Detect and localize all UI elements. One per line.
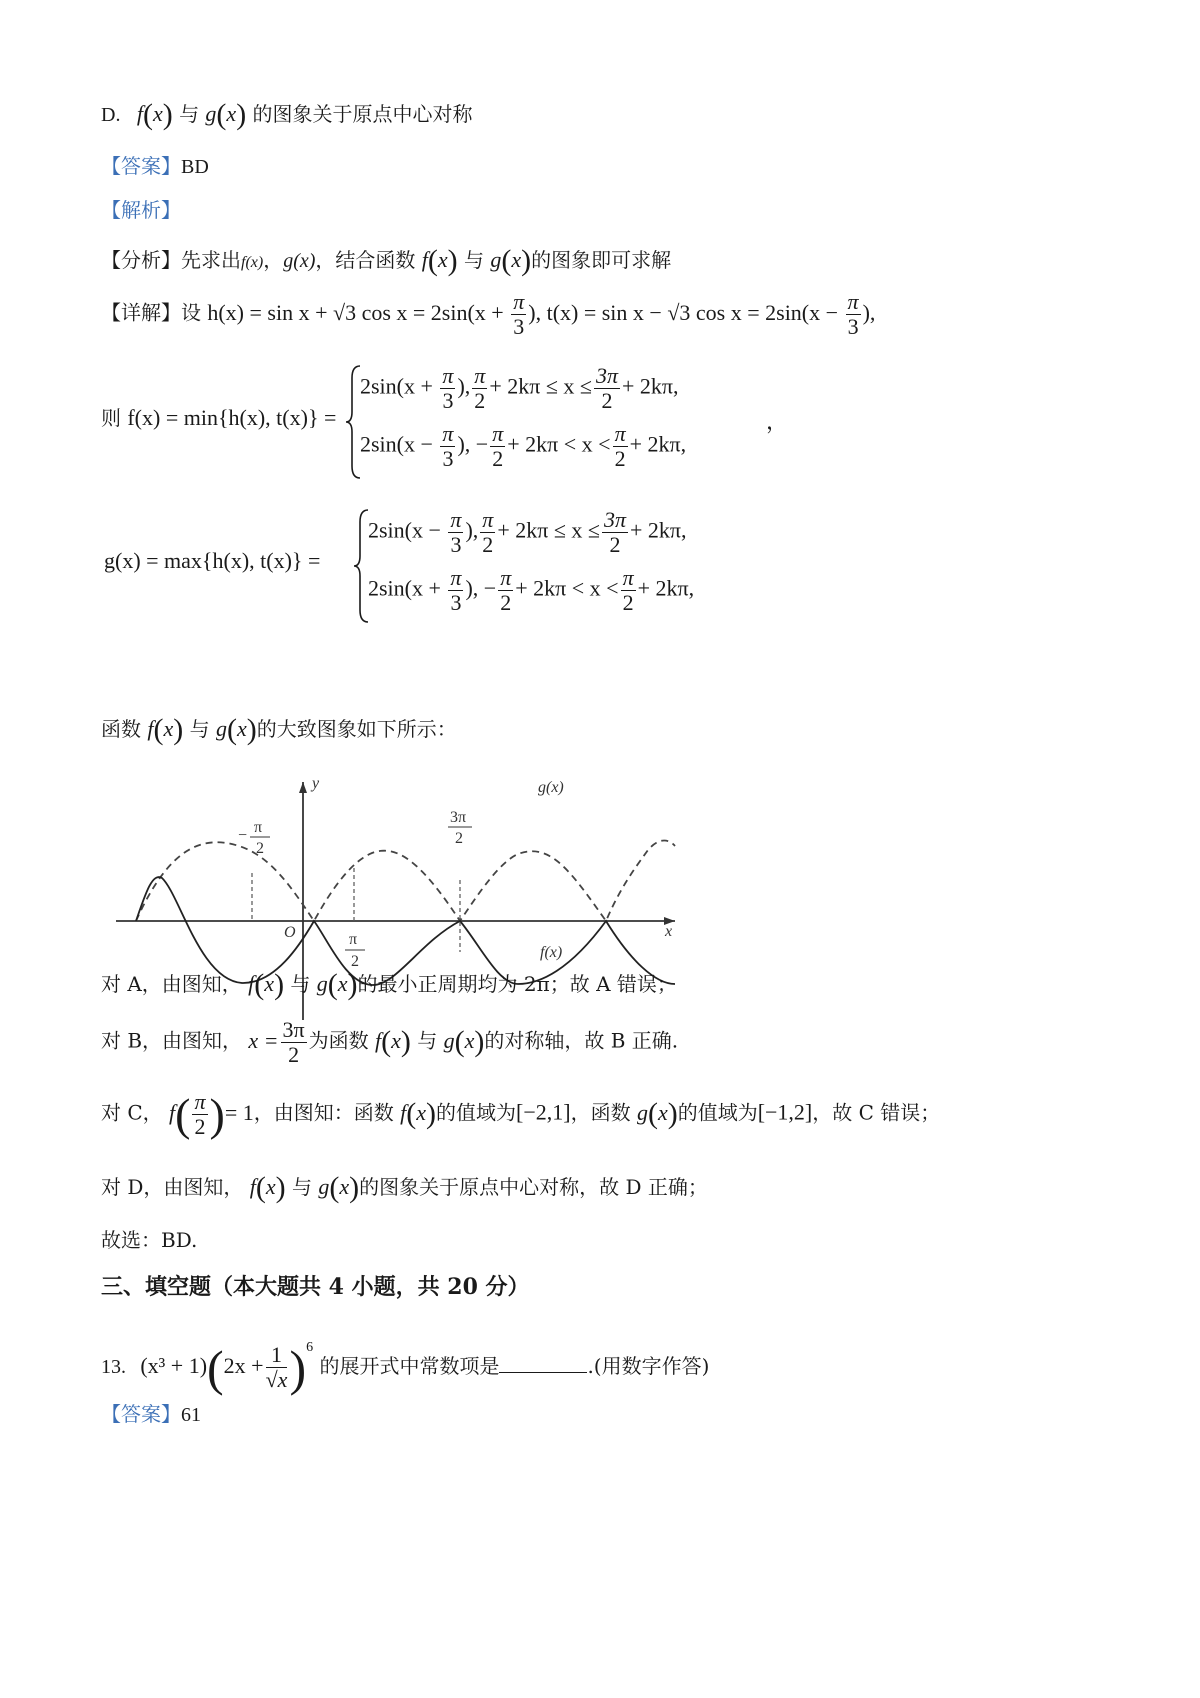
line-b-text-3: 的对称轴，故 B 正确. [484,1028,679,1053]
case-text: 2sin(x + [368,575,447,601]
fenxi-tag: 【分析】 [101,248,181,272]
frac-den: 2 [500,590,512,615]
line-b: 对 B，由图知， x = $\frac{3\pi}{2}$ 为函数 f(x) 与 g(x)的对称轴，故 B 正确. [101,1017,679,1067]
yu-text: 与 [290,972,311,996]
tick-num: π [254,819,263,836]
fenxi-text-3: 的图象即可求解 [531,248,672,272]
option-d: D. f(x) 与 g(x) 的图象关于原点中心对称 [101,98,473,131]
frac-num: π [513,289,525,314]
frac-num: π [450,507,462,532]
frac-num: 3π [282,1017,305,1042]
case-text: ), − [465,575,497,601]
case-text: + 2kπ < x < [515,575,619,601]
x-symbol: x [464,1027,475,1053]
g-case-2 [368,566,694,615]
answer-blank[interactable] [499,1354,587,1373]
tick-num: π [349,931,358,948]
frac-den: 2 [601,388,613,413]
case-text: + 2kπ, [629,431,687,457]
case-text: ), [457,373,471,399]
fenxi-text-1: 先求出 [181,248,241,272]
answer-tag: 【答案】 [101,154,181,178]
x-symbol: x [236,716,247,741]
range-f: [−2,1] [516,1099,571,1125]
frac-num: π [442,363,454,388]
def-end: ), [862,299,876,325]
frac-den: 2 [614,446,626,471]
h-def: h(x) = sin x + √3 cos x = 2sin(x + [207,299,510,325]
frac-num: π [847,289,859,314]
question-number: 13. [101,1356,126,1378]
intro-text-2: 的大致图象如下所示： [256,717,457,741]
fenxi-text-2: ，结合函数 [315,248,416,272]
f-label: f(x) [540,944,563,961]
line-b-text-1: 对 B，由图知， [101,1028,243,1053]
line-d-text-2: 的图象关于原点中心对称，故 D 正确； [359,1175,708,1199]
g-symbol: g [215,716,227,741]
line-c-text-5: ，故 C 错误； [812,1100,941,1125]
frac-den: 2 [482,532,494,557]
case-text: + 2kπ < x < [507,431,611,457]
f-min-lhs: f(x) = min{h(x), t(x)} = [127,405,337,430]
f-case-2 [360,422,686,471]
xiangjie-line [101,290,875,339]
g-curve [136,841,675,922]
frac-num: 3π [603,507,627,532]
line-c-text-2: ，由图知：函数 [253,1100,394,1125]
eq-one: = 1 [224,1099,254,1125]
line-c-text-3: 的值域为 [436,1100,517,1125]
case-text: ), [465,517,479,543]
g-symbol: g [205,101,217,126]
fx-small: f(x) [241,254,264,271]
f-symbol: f [169,1099,176,1125]
case-text: + 2kπ ≤ x ≤ [497,517,600,543]
range-g: [−1,2] [757,1099,813,1125]
frac-num: 3π [595,363,619,388]
g-max-lhs: g(x) = max{h(x), t(x)} = [104,548,321,573]
f-symbol: f [375,1027,382,1053]
f-symbol: f [400,1099,407,1125]
g-symbol: g [318,1174,330,1199]
frac-num: 1 [266,1343,288,1368]
answer-tag: 【答案】 [101,1402,181,1426]
analysis-tag: 【解析】 [101,198,181,222]
answer-value: BD [181,156,209,178]
case-text: + 2kπ, [637,575,695,601]
h-t-definition [207,289,876,339]
case-text: ), − [457,431,489,457]
line-d-text-1: 对 D，由图知， [101,1175,244,1199]
frac-den: 3 [450,590,462,615]
answer-line [101,152,209,181]
frac-den: 3 [442,446,454,471]
x-symbol: x [511,247,522,272]
line-c-text-1: 对 C， [101,1100,163,1125]
xiangjie-tag: 【详解】 [101,300,181,325]
expr-a: (x³ + 1) [140,1353,208,1378]
line-a: 对 A，由图知， f(x) 与 g(x)的最小正周期均为 2π；故 A 错误； [101,968,677,1001]
yu-text: 与 [179,102,200,126]
x-symbol: x [152,101,163,126]
frac-den: 2 [492,446,504,471]
expr-b: 2x + [223,1353,264,1378]
x-symbol: x [264,971,275,996]
tick-num: 3π [450,809,467,826]
case-text: + 2kπ ≤ x ≤ [489,373,592,399]
frac-den: 2 [609,532,621,557]
yu-text: 与 [292,1175,313,1199]
tick-den: 2 [256,840,264,857]
frac-den: 2 [288,1042,300,1067]
g-symbol: g [316,971,328,996]
option-d-text: 的图象关于原点中心对称 [252,102,473,126]
f-symbol: f [249,1174,256,1199]
line-c-text-4: ，函数 [570,1100,631,1125]
frac-den: 3 [442,388,454,413]
comma: ， [263,248,284,272]
frac-den: 2 [622,590,634,615]
x-symbol: x [416,1099,427,1125]
frac-den: 3 [847,314,859,339]
line-c: 对 C， f( $\frac{\pi}{2}$ )= 1，由图知：函数 f(x)的值域为[−2,1]，函数 g(x)的值域为[−1,2]，故 C 错误； [101,1088,941,1140]
frac-den: 3 [450,532,462,557]
line-d: 对 D，由图知， f(x) 与 g(x)的图象关于原点中心对称，故 D 正确； [101,1171,708,1204]
yu-text: 与 [417,1028,438,1053]
frac-num: π [622,565,634,590]
case-text: 2sin(x − [368,517,447,543]
f-piecewise-lhs [101,404,336,432]
g-symbol: g [636,1099,648,1125]
q13-text-2: .(用数字作答) [587,1354,710,1378]
x-symbol: x [339,1174,350,1199]
intro-text-1: 函数 [101,717,141,741]
yu-text: 与 [464,248,485,272]
f-symbol: f [421,247,428,272]
section-heading: 三、填空题（本大题共 4 小题，共 20 分） [101,1274,530,1300]
g-label: g(x) [538,779,564,796]
frac-num: π [474,363,486,388]
x-axis-label: x [665,923,673,940]
frac-num: π [482,507,494,532]
frac-num: π [614,421,626,446]
case-text: + 2kπ, [622,373,679,399]
x-symbol: x [391,1027,401,1053]
f-symbol: f [136,101,143,126]
fenxi-line: 【分析】先求出f(x)，g(x)，结合函数 f(x) 与 g(x)的图象即可求解 [101,244,672,277]
x-symbol: x [437,247,448,272]
frac-num: π [450,565,462,590]
line-a-text-2: 的最小正周期均为 2π；故 A 错误； [357,972,677,996]
f-symbol: f [147,716,154,741]
origin-label: O [284,924,296,941]
final-choice: 故选：BD. [101,1228,198,1252]
g-case-1 [368,508,687,557]
neg-sign: − [238,827,248,844]
frac-den: 2 [194,1114,206,1139]
question-13: 13. (x³ + 1)(2x + $\frac{1}{√x}$ )$^6$ 的展开式中常数项是 .(用数字作答) [101,1340,710,1396]
frac-num: π [500,565,512,590]
frac-den: 3 [513,314,525,339]
f-trail: ， [766,409,789,434]
q13-text: 的展开式中常数项是 [319,1354,500,1378]
tick-den: 2 [455,830,463,847]
tick-den: 2 [351,953,359,970]
x-symbol: x [337,971,348,996]
ze-text: 则 [101,406,121,430]
f-symbol: f [248,971,255,996]
line-c-text-3: 的值域为 [677,1100,758,1125]
t-def: ), t(x) = sin x − √3 cos x = 2sin(x − [528,299,844,325]
frac-num: π [194,1089,206,1114]
f-curve [136,877,675,985]
x-symbol: x [226,101,237,126]
x-symbol: x [163,716,174,741]
case-text: 2sin(x − [360,431,439,457]
exponent: 6 [306,1340,314,1355]
x-symbol: x [657,1099,668,1125]
g-symbol: g [443,1027,455,1053]
she-text: 设 [181,300,201,325]
frac-num: π [442,421,454,446]
frac-den: 2 [474,388,486,413]
g-symbol: g [490,247,502,272]
line-a-text-1: 对 A，由图知， [101,972,242,996]
f-case-1 [360,364,679,413]
gx-inline: g(x) [283,250,316,272]
line-b-text-2: 为函数 [308,1028,369,1053]
x-equals: x = [248,1027,279,1053]
yu-text: 与 [189,717,210,741]
frac-den: √x [265,1367,288,1393]
graph-intro: 函数 f(x) 与 g(x)的大致图象如下所示： [101,713,457,746]
case-text: 2sin(x + [360,373,439,399]
option-d-label: D. [101,104,121,126]
x-symbol: x [265,1174,276,1199]
answer-value: 61 [181,1404,201,1426]
answer-13-line [101,1400,201,1429]
case-text: + 2kπ, [630,517,687,543]
frac-num: π [492,421,504,446]
y-axis-label: y [312,775,320,792]
y-axis-arrow [299,782,307,793]
